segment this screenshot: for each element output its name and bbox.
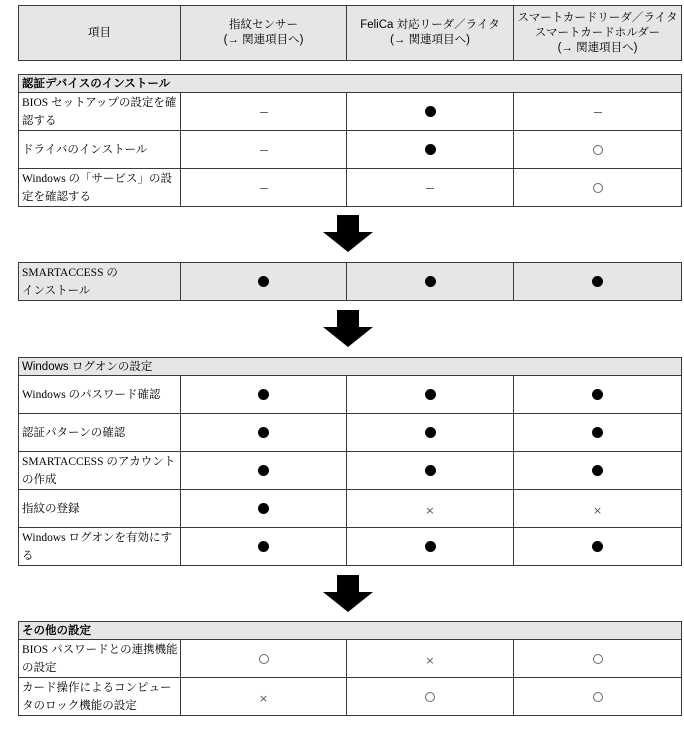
cell-fingerprint <box>181 376 347 414</box>
cell-fingerprint <box>181 414 347 452</box>
cell-fingerprint <box>181 452 347 490</box>
table-row <box>19 414 682 452</box>
cell-smartcard <box>514 452 682 490</box>
cell-felica <box>347 528 514 566</box>
cell-felica <box>347 169 514 207</box>
filled-circle-icon <box>592 427 603 438</box>
filled-circle-icon <box>258 465 269 476</box>
row-label: 認証パターンの確認 <box>19 414 181 452</box>
cell-fingerprint <box>181 640 347 678</box>
filled-circle-icon <box>425 106 436 117</box>
filled-circle-icon <box>258 427 269 438</box>
cell-felica <box>347 490 514 528</box>
filled-circle-icon <box>592 541 603 552</box>
row-label: Windows ログオンを有効にする <box>19 528 181 566</box>
section-title: Windows ログオンの設定 <box>19 358 682 376</box>
cell-smartcard <box>514 678 682 716</box>
cell-fingerprint <box>181 169 347 207</box>
cross-icon: × <box>592 504 603 517</box>
header-smartcard-link[interactable]: (→ 関連項目へ) <box>557 41 638 54</box>
filled-circle-icon <box>258 541 269 552</box>
cell-felica <box>347 93 514 131</box>
filled-circle-icon <box>592 389 603 400</box>
cell-felica <box>347 678 514 716</box>
header-fingerprint-title: 指紋センサー <box>229 19 298 31</box>
cell-felica <box>347 376 514 414</box>
table-row <box>19 528 682 566</box>
cell-smartcard <box>514 528 682 566</box>
header-felica-reader[interactable] <box>347 6 514 61</box>
section-device-install <box>18 74 682 207</box>
open-circle-icon <box>593 183 603 193</box>
row-label: SMARTACCESS の インストール <box>19 263 181 301</box>
filled-circle-icon <box>258 503 269 514</box>
cell-fingerprint <box>181 490 347 528</box>
cell-smartcard <box>514 640 682 678</box>
header-fingerprint-sensor[interactable] <box>181 6 347 61</box>
filled-circle-icon <box>425 144 436 155</box>
table-row <box>19 640 682 678</box>
filled-circle-icon <box>258 276 269 287</box>
row-label: ドライバのインストール <box>19 131 181 169</box>
filled-circle-icon <box>592 276 603 287</box>
header-item <box>19 6 181 61</box>
cell-felica <box>347 640 514 678</box>
header-felica-link[interactable]: (→ 関連項目へ) <box>390 34 470 46</box>
header-smartcard-title: スマートカードリーダ／ライタ <box>517 11 678 24</box>
table-row <box>19 490 682 528</box>
header-smartcard-holder: スマートカードホルダー <box>534 26 661 39</box>
filled-circle-icon <box>258 389 269 400</box>
filled-circle-icon <box>425 541 436 552</box>
table-row <box>19 263 682 301</box>
row-label: SMARTACCESS のアカウントの作成 <box>19 452 181 490</box>
filled-circle-icon <box>425 465 436 476</box>
cell-smartcard <box>514 263 682 301</box>
header-fingerprint-link[interactable]: (→ 関連項目へ) <box>223 34 304 46</box>
row-label: BIOS セットアップの設定を確認する <box>19 93 181 131</box>
section-title: 認証デバイスのインストール <box>19 75 682 93</box>
cell-felica <box>347 452 514 490</box>
table-row <box>19 93 682 131</box>
dash-icon <box>426 188 434 189</box>
dash-icon <box>260 150 268 151</box>
cell-felica <box>347 414 514 452</box>
table-row <box>19 169 682 207</box>
row-label: Windows の「サービス」の設定を確認する <box>19 169 181 207</box>
cell-smartcard <box>514 93 682 131</box>
open-circle-icon <box>593 692 603 702</box>
cell-smartcard <box>514 414 682 452</box>
filled-circle-icon <box>592 465 603 476</box>
cell-fingerprint <box>181 678 347 716</box>
cross-icon: × <box>425 504 435 517</box>
cell-smartcard <box>514 169 682 207</box>
cell-fingerprint <box>181 93 347 131</box>
table-row <box>19 452 682 490</box>
table-row <box>19 376 682 414</box>
open-circle-icon <box>593 654 603 664</box>
section-windows-logon <box>18 357 682 566</box>
down-arrow-icon <box>323 575 373 612</box>
open-circle-icon <box>593 145 603 155</box>
down-arrow-icon <box>323 215 373 252</box>
row-label: 指紋の登録 <box>19 490 181 528</box>
filled-circle-icon <box>425 276 436 287</box>
section-title: その他の設定 <box>19 622 682 640</box>
row-label: BIOS パスワードとの連携機能の設定 <box>19 640 181 678</box>
cell-smartcard <box>514 376 682 414</box>
header-smartcard-reader[interactable] <box>514 6 682 61</box>
cell-fingerprint <box>181 528 347 566</box>
dash-icon <box>594 112 602 113</box>
cell-felica <box>347 131 514 169</box>
cell-fingerprint <box>181 131 347 169</box>
table-row <box>19 678 682 716</box>
header-felica-title: FeliCa 対応リーダ／ライタ <box>360 19 500 31</box>
row-label: Windows のパスワード確認 <box>19 376 181 414</box>
table-row <box>19 131 682 169</box>
section-smartaccess-install <box>18 262 682 301</box>
filled-circle-icon <box>425 389 436 400</box>
cell-smartcard <box>514 131 682 169</box>
dash-icon <box>260 112 268 113</box>
open-circle-icon <box>259 654 269 664</box>
cell-smartcard <box>514 490 682 528</box>
down-arrow-icon <box>323 310 373 347</box>
cell-fingerprint <box>181 263 347 301</box>
row-label: カード操作によるコンピュータのロック機能の設定 <box>19 678 181 716</box>
section-other-settings <box>18 621 682 716</box>
cell-felica <box>347 263 514 301</box>
cross-icon: × <box>258 692 269 705</box>
header-item-label: 項目 <box>88 26 111 39</box>
filled-circle-icon <box>425 427 436 438</box>
column-header-table <box>18 5 682 61</box>
dash-icon <box>260 188 268 189</box>
cross-icon: × <box>425 654 435 667</box>
open-circle-icon <box>425 692 435 702</box>
